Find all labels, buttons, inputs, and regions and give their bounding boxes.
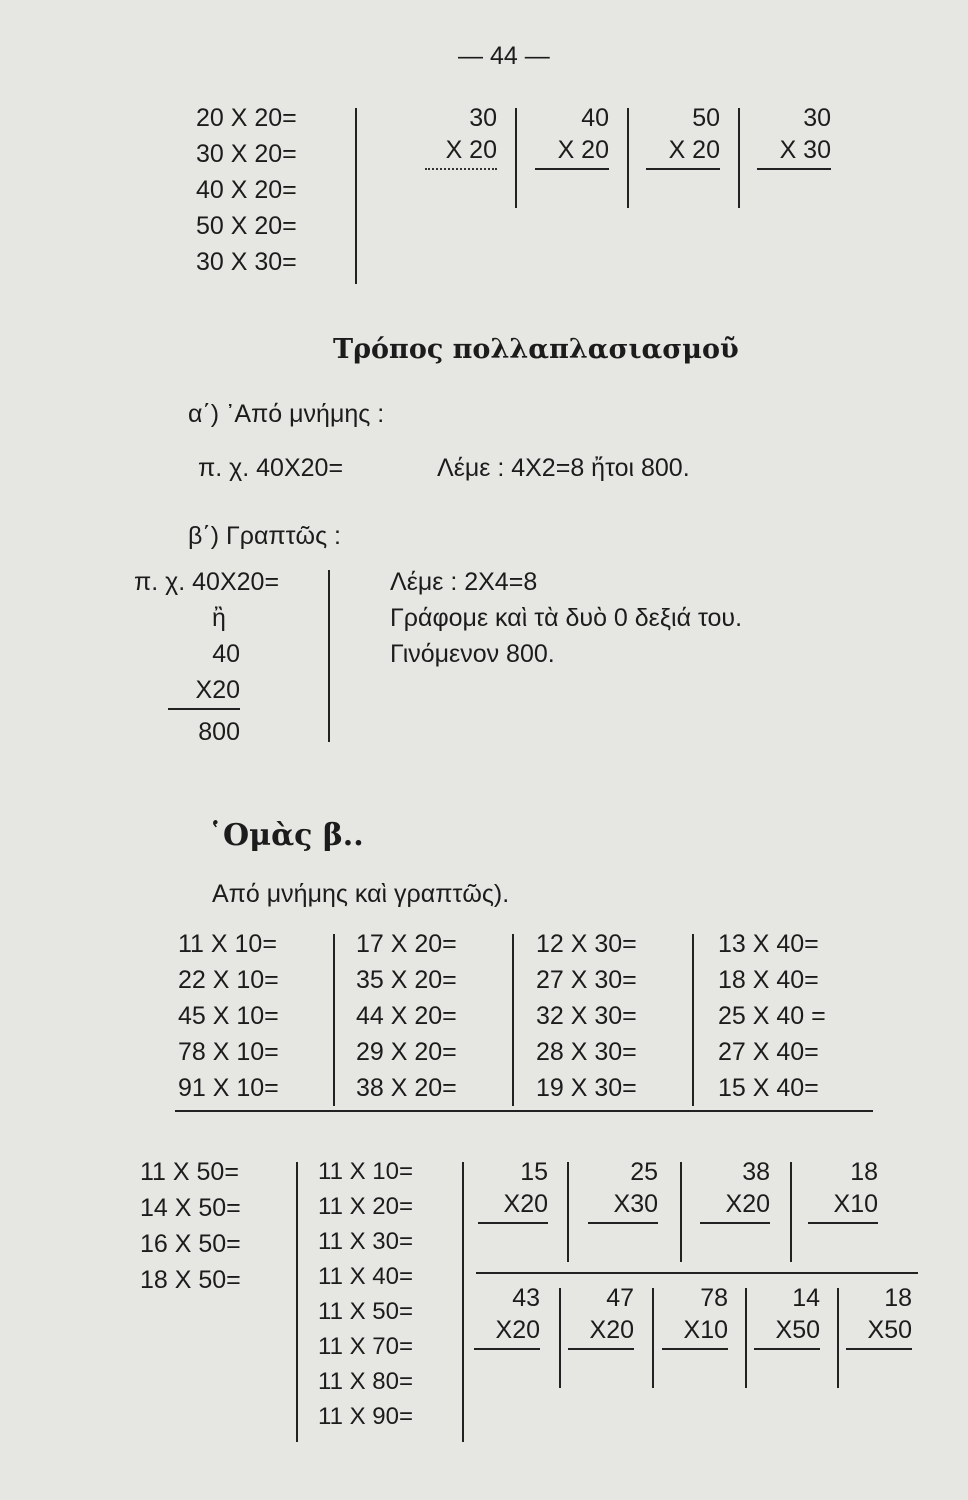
exercise: 11 X 10= xyxy=(318,1158,413,1185)
multiplicand: 30 xyxy=(469,104,497,132)
method-a-explanation: Λέμε : 4X2=8 ἤτοι 800. xyxy=(437,454,690,482)
exercise: 12 X 30= xyxy=(536,930,637,958)
exercise: 11 X 80= xyxy=(318,1368,413,1395)
exercise: 11 X 90= xyxy=(318,1403,413,1430)
exercise: 44 X 20= xyxy=(356,1002,457,1030)
method-b-line-1: Λέμε : 2X4=8 xyxy=(390,568,538,596)
bottom-problem xyxy=(568,1282,634,1350)
column-divider xyxy=(512,934,514,1106)
method-b-line-2: Γράφομε καὶ τὰ δυὸ 0 δεξιά του. xyxy=(390,604,743,632)
bottom-column-2 xyxy=(318,1154,413,1434)
group-column-3 xyxy=(536,926,637,1106)
exercise: 11 X 20= xyxy=(318,1193,413,1220)
multiplicand: 14 xyxy=(792,1284,820,1312)
section-title: Τρόπος πολλαπλασιασμοῦ xyxy=(333,334,739,365)
exercise: 28 X 30= xyxy=(536,1038,637,1066)
multiplier: X20 xyxy=(474,1314,540,1350)
method-a-heading: α΄) ᾿Από μνήμης : xyxy=(188,400,385,428)
multiplicand: 38 xyxy=(742,1158,770,1186)
problem-divider xyxy=(515,108,517,208)
multiplicand: 40 xyxy=(581,104,609,132)
bottom-column-1 xyxy=(140,1154,241,1298)
multiplier: X 20 xyxy=(646,134,720,170)
exercise: 11 X 30= xyxy=(318,1228,413,1255)
exercise: 11 X 50= xyxy=(318,1298,413,1325)
column-divider xyxy=(355,108,357,284)
column-divider xyxy=(296,1162,298,1442)
row-separator xyxy=(476,1272,918,1274)
exercise: 18 X 40= xyxy=(718,966,819,994)
multiplier: X30 xyxy=(588,1188,658,1224)
exercise: 35 X 20= xyxy=(356,966,457,994)
exercise: 38 X 20= xyxy=(356,1074,457,1102)
problem-divider xyxy=(745,1288,747,1388)
bottom-problem xyxy=(588,1156,658,1224)
problem-divider xyxy=(680,1162,682,1262)
exercise: 91 X 10= xyxy=(178,1074,279,1102)
multiplicand: 43 xyxy=(512,1284,540,1312)
group-underline xyxy=(175,1110,873,1112)
multiplicand: 25 xyxy=(630,1158,658,1186)
multiplier: X 20 xyxy=(425,134,497,170)
multiplier: X20 xyxy=(478,1188,548,1224)
group-column-4 xyxy=(718,926,826,1106)
method-b-heading: β΄) Γραπτῶς : xyxy=(188,522,342,550)
problem-divider xyxy=(738,108,740,208)
exercise: 45 X 10= xyxy=(178,1002,279,1030)
multiplier: X50 xyxy=(754,1314,820,1350)
problem-4 xyxy=(757,102,831,170)
exercise: 14 X 50= xyxy=(140,1194,241,1222)
exercise: 22 X 10= xyxy=(178,966,279,994)
exercise: 27 X 40= xyxy=(718,1038,819,1066)
bottom-problem xyxy=(662,1282,728,1350)
equation: 30 X 20= xyxy=(196,140,297,168)
equation: 50 X 20= xyxy=(196,212,297,240)
group-title: ῾Ομὰς β.. xyxy=(208,818,364,853)
bottom-problem xyxy=(846,1282,912,1350)
multiplier: X10 xyxy=(662,1314,728,1350)
exercise: 11 X 40= xyxy=(318,1263,413,1290)
top-equations xyxy=(196,100,297,280)
method-b-multiplier: X20 xyxy=(168,674,240,710)
problem-divider xyxy=(790,1162,792,1262)
method-b-result: 800 xyxy=(198,718,240,746)
group-subtitle: Από μνήμης καὶ γραπτῶς). xyxy=(212,880,510,908)
multiplicand: 30 xyxy=(803,104,831,132)
multiplier: X 20 xyxy=(535,134,609,170)
exercise: 16 X 50= xyxy=(140,1230,241,1258)
column-divider xyxy=(462,1162,464,1442)
method-b-or: ἢ xyxy=(212,604,226,632)
multiplier: X20 xyxy=(568,1314,634,1350)
bottom-problem xyxy=(754,1282,820,1350)
exercise: 11 X 70= xyxy=(318,1333,413,1360)
bottom-problem xyxy=(808,1156,878,1224)
multiplicand: 18 xyxy=(850,1158,878,1186)
exercise: 11 X 50= xyxy=(140,1158,239,1186)
multiplier: X50 xyxy=(846,1314,912,1350)
column-divider xyxy=(333,934,335,1106)
multiplicand: 47 xyxy=(606,1284,634,1312)
multiplicand: 50 xyxy=(692,104,720,132)
problem-divider xyxy=(652,1288,654,1388)
multiplier: X20 xyxy=(700,1188,770,1224)
exercise: 25 X 40 = xyxy=(718,1002,826,1030)
page-number: — 44 — xyxy=(458,42,550,70)
method-b-example: π. χ. 40X20= xyxy=(134,568,280,596)
problem-divider xyxy=(627,108,629,208)
problem-2 xyxy=(535,102,609,170)
method-a-example: π. χ. 40X20= xyxy=(198,454,344,482)
multiplicand: 18 xyxy=(884,1284,912,1312)
multiplier: X 30 xyxy=(757,134,831,170)
bottom-problem xyxy=(700,1156,770,1224)
exercise: 18 X 50= xyxy=(140,1266,241,1294)
problem-3 xyxy=(646,102,720,170)
exercise: 17 X 20= xyxy=(356,930,457,958)
group-column-2 xyxy=(356,926,457,1106)
multiplicand: 15 xyxy=(520,1158,548,1186)
exercise: 29 X 20= xyxy=(356,1038,457,1066)
equation: 20 X 20= xyxy=(196,104,297,132)
exercise: 11 X 10= xyxy=(178,930,277,958)
method-b-line-3: Γινόμενον 800. xyxy=(390,640,555,668)
exercise: 13 X 40= xyxy=(718,930,819,958)
column-divider xyxy=(328,570,330,742)
exercise: 15 X 40= xyxy=(718,1074,819,1102)
problem-divider xyxy=(837,1288,839,1388)
group-column-1 xyxy=(178,926,279,1106)
equation: 30 X 30= xyxy=(196,248,297,276)
exercise: 32 X 30= xyxy=(536,1002,637,1030)
exercise: 78 X 10= xyxy=(178,1038,279,1066)
problem-divider xyxy=(567,1162,569,1262)
bottom-problem xyxy=(478,1156,548,1224)
column-divider xyxy=(692,934,694,1106)
multiplier: X10 xyxy=(808,1188,878,1224)
bottom-problem xyxy=(474,1282,540,1350)
exercise: 27 X 30= xyxy=(536,966,637,994)
method-b-multiplicand: 40 xyxy=(212,640,240,668)
equation: 40 X 20= xyxy=(196,176,297,204)
problem-1 xyxy=(425,102,497,170)
exercise: 19 X 30= xyxy=(536,1074,637,1102)
problem-divider xyxy=(559,1288,561,1388)
multiplicand: 78 xyxy=(700,1284,728,1312)
